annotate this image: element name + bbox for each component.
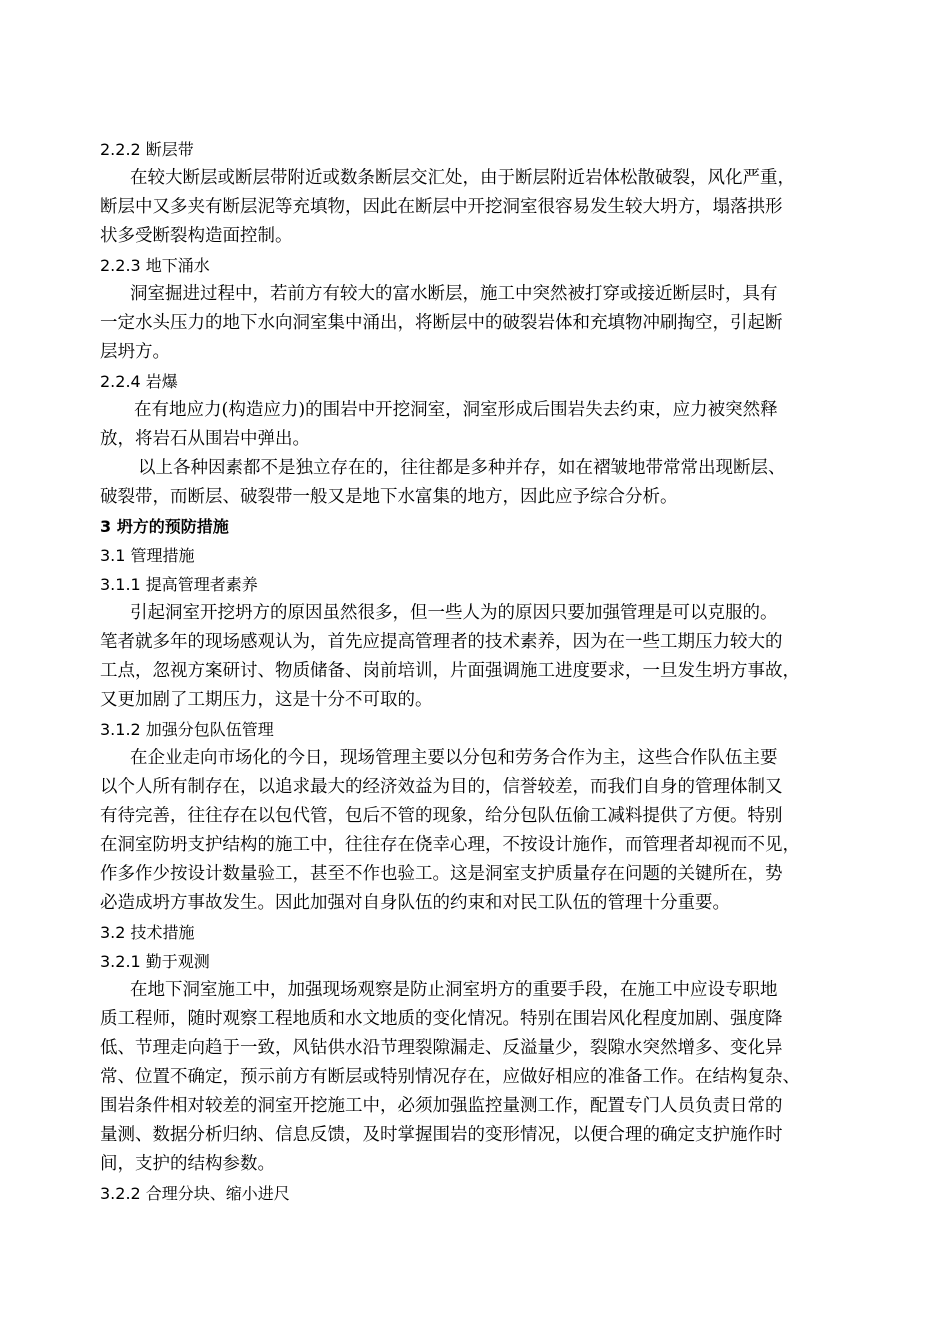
paragraph-line: 在较大断层或断层带附近或数条断层交汇处，由于断层附近岩体松散破裂，风化严重， (130, 168, 795, 188)
paragraph-line: 洞室掘进过程中，若前方有较大的富水断层，施工中突然被打穿或接近断层时，具有 (130, 284, 778, 304)
paragraph-line: 工点，忽视方案研讨、物质储备、岗前培训，片面强调施工进度要求，一旦发生坍方事故， (100, 661, 800, 681)
paragraph-line: 以个人所有制存在，以追求最大的经济效益为目的，信誉较差，而我们自身的管理体制又 (100, 777, 783, 797)
paragraph-line: 有待完善，往往存在以包代管，包后不管的现象，给分包队伍偷工减料提供了方便。特别 (100, 806, 783, 826)
paragraph-line: 必造成坍方事故发生。因此加强对自身队伍的约束和对民工队伍的管理十分重要。 (100, 893, 730, 913)
paragraph-line: 引起洞室开挖坍方的原因虽然很多，但一些人为的原因只要加强管理是可以克服的。 (130, 603, 778, 623)
paragraph-line: 一定水头压力的地下水向洞室集中涌出，将断层中的破裂岩体和充填物冲刷掏空，引起断 (100, 313, 783, 333)
paragraph-line: 量测、数据分析归纳、信息反馈，及时掌握围岩的变形情况，以便合理的确定支护施作时 (100, 1125, 783, 1145)
chapter-heading: 3 坍方的预防措施 (100, 517, 229, 536)
section-heading: 3.2 技术措施 (100, 923, 195, 942)
section-heading: 2.2.3 地下涌水 (100, 256, 210, 275)
paragraph-line: 放，将岩石从围岩中弹出。 (100, 429, 310, 449)
paragraph-line: 低、节理走向趋于一致，风钻供水沿节理裂隙漏走、反溢量少，裂隙水突然增多、变化异 (100, 1038, 783, 1058)
paragraph-line: 质工程师，随时观察工程地质和水文地质的变化情况。特别在围岩风化程度加剧、强度降 (100, 1009, 783, 1029)
section-heading: 3.1.2 加强分包队伍管理 (100, 720, 274, 739)
paragraph-line: 间，支护的结构参数。 (100, 1154, 275, 1174)
paragraph-line: 状多受断裂构造面控制。 (100, 226, 293, 246)
section-heading: 2.2.2 断层带 (100, 140, 194, 159)
paragraph-line: 笔者就多年的现场感观认为，首先应提高管理者的技术素养，因为在一些工期压力较大的 (100, 632, 783, 652)
paragraph-line: 常、位置不确定，预示前方有断层或特别情况存在，应做好相应的准备工作。在结构复杂、 (100, 1067, 800, 1087)
paragraph-line: 在有地应力(构造应力)的围岩中开挖洞室，洞室形成后围岩失去约束，应力被突然释 (134, 400, 778, 420)
paragraph-line: 以上各种因素都不是独立存在的，往往都是多种并存，如在褶皱地带常常出现断层、 (138, 458, 786, 478)
paragraph-line: 破裂带，而断层、破裂带一般又是地下水富集的地方，因此应予综合分析。 (100, 487, 678, 507)
paragraph-line: 作多作少按设计数量验工，甚至不作也验工。这是洞室支护质量存在问题的关键所在，势 (100, 864, 783, 884)
paragraph-line: 又更加剧了工期压力，这是十分不可取的。 (100, 690, 433, 710)
paragraph-line: 断层中又多夹有断层泥等充填物，因此在断层中开挖洞室很容易发生较大坍方，塌落拱形 (100, 197, 783, 217)
section-heading: 3.2.2 合理分块、缩小进尺 (100, 1184, 290, 1203)
paragraph-line: 围岩条件相对较差的洞室开挖施工中，必须加强监控量测工作，配置专门人员负责日常的 (100, 1096, 783, 1116)
paragraph-line: 在洞室防坍支护结构的施工中，往往存在侥幸心理，不按设计施作，而管理者却视而不见， (100, 835, 800, 855)
document-body (100, 135, 860, 1208)
section-heading: 3.1 管理措施 (100, 546, 195, 565)
section-heading: 2.2.4 岩爆 (100, 372, 178, 391)
section-heading: 3.2.1 勤于观测 (100, 952, 210, 971)
paragraph-line: 层坍方。 (100, 342, 170, 362)
paragraph-line: 在企业走向市场化的今日，现场管理主要以分包和劳务合作为主，这些合作队伍主要 (130, 748, 778, 768)
paragraph-line: 在地下洞室施工中，加强现场观察是防止洞室坍方的重要手段，在施工中应设专职地 (130, 980, 778, 1000)
section-heading: 3.1.1 提高管理者素养 (100, 575, 258, 594)
